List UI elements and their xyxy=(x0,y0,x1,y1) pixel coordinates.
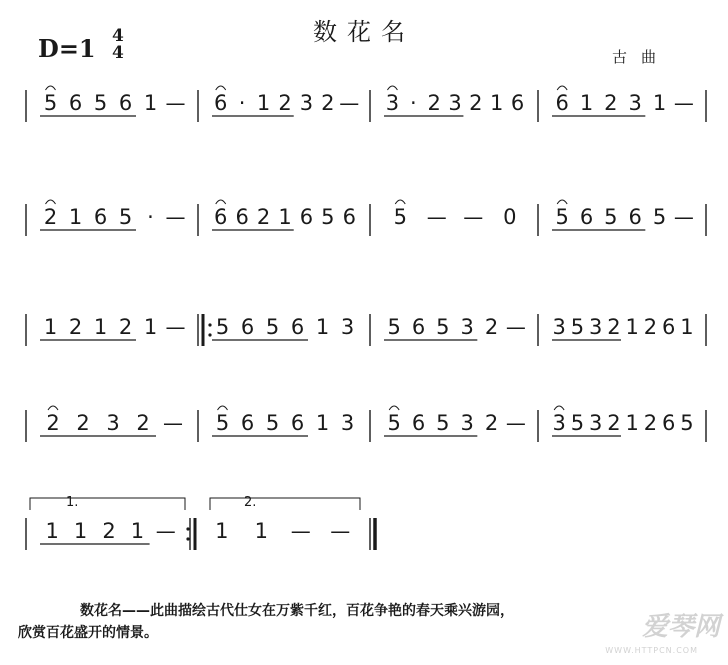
volta-bracket-1 xyxy=(30,498,185,510)
description-line-1: 数花名——此曲描绘古代仕女在万紫千红，百花争艳的春天乘兴游园， xyxy=(80,603,514,619)
note-digit: 3 xyxy=(340,411,355,435)
note-digit: 1 xyxy=(256,91,271,115)
dash-mark: — xyxy=(463,205,484,229)
note-digit: 6 xyxy=(240,315,255,339)
time-signature-top: 4 xyxy=(112,26,124,46)
note-digit: 1 xyxy=(143,91,158,115)
note-digit: 2 xyxy=(643,411,658,435)
note-digit: 1 xyxy=(254,519,268,543)
dash-mark: — xyxy=(165,315,186,339)
note-digit: 3 xyxy=(552,411,566,435)
note-digit: 1 xyxy=(215,519,229,543)
dash-mark: — xyxy=(155,519,176,543)
repeat-dot xyxy=(208,333,211,336)
note-digit: 2 xyxy=(469,91,483,115)
note-digit: 6 xyxy=(510,91,525,115)
note-digit: 5 xyxy=(387,315,401,339)
note-digit: 3 xyxy=(106,411,120,435)
note-digit: 6 xyxy=(411,315,426,339)
note-digit: 5 xyxy=(555,205,569,229)
note-digit: 6 xyxy=(118,91,133,115)
volta-label-1: 1. xyxy=(66,495,79,510)
note-digit: 2 xyxy=(643,315,658,339)
note-digit: 1 xyxy=(130,519,145,543)
note-digit: 2 xyxy=(256,205,271,229)
note-digit: 2 xyxy=(607,315,621,339)
dash-mark: — xyxy=(165,91,186,115)
note-digit: 2 xyxy=(604,91,618,115)
note-digit: 5 xyxy=(393,205,407,229)
dash-mark: — xyxy=(330,519,351,543)
dash-mark: — xyxy=(426,205,447,229)
note-digit: 6 xyxy=(68,91,83,115)
note-digit: 2 xyxy=(46,411,60,435)
note-digit: · xyxy=(238,91,246,115)
note-digit: 6 xyxy=(555,91,569,115)
ornament-mark xyxy=(218,406,228,410)
note-digit: 2 xyxy=(43,205,58,229)
note-digit: 5 xyxy=(570,315,585,339)
time-signature-bottom: 4 xyxy=(112,43,124,63)
note-digit: 6 xyxy=(661,315,676,339)
ornament-mark xyxy=(554,406,564,410)
note-digit: 5 xyxy=(265,315,280,339)
note-digit: 5 xyxy=(652,205,667,229)
ornament-mark xyxy=(46,200,56,204)
note-digit: · xyxy=(409,91,417,115)
ornament-mark xyxy=(46,86,56,90)
ornament-mark xyxy=(387,86,397,90)
note-digit: 3 xyxy=(385,91,400,115)
note-digit: 6 xyxy=(411,411,426,435)
note-digit: 3 xyxy=(299,91,314,115)
note-digit: 2 xyxy=(278,91,292,115)
dash-mark: — xyxy=(505,315,526,339)
note-digit: 1 xyxy=(143,315,158,339)
note-digit: 2 xyxy=(484,411,499,435)
watermark-url: WWW.HTTPCN.COM xyxy=(605,646,698,655)
watermark-logo: 爱琴网 xyxy=(641,612,720,642)
note-digit: 1 xyxy=(315,315,330,339)
note-digit: 2 xyxy=(321,91,335,115)
description-line-2: 欣赏百花盛开的情景。 xyxy=(18,625,158,641)
note-digit: 5 xyxy=(321,205,335,229)
dash-mark: — xyxy=(339,91,360,115)
note-digit: 3 xyxy=(340,315,355,339)
note-digit: 1 xyxy=(68,205,83,229)
ornament-mark xyxy=(389,406,399,410)
note-digit: 6 xyxy=(290,411,305,435)
ornament-mark xyxy=(216,86,226,90)
dash-mark: — xyxy=(290,519,311,543)
note-digit: 6 xyxy=(235,205,249,229)
note-digit: 1 xyxy=(625,315,639,339)
note-digit: 1 xyxy=(43,315,58,339)
note-digit: 1 xyxy=(45,519,59,543)
note-digit: 3 xyxy=(460,411,474,435)
note-digit: 5 xyxy=(93,91,108,115)
note-digit: 3 xyxy=(448,91,462,115)
repeat-dot xyxy=(186,537,189,540)
note-digit: 5 xyxy=(215,315,230,339)
dash-mark: — xyxy=(673,91,694,115)
ornament-mark xyxy=(48,406,58,410)
note-digit: 5 xyxy=(118,205,133,229)
note-digit: 2 xyxy=(76,411,90,435)
note-digit: 1 xyxy=(680,315,694,339)
note-digit: 6 xyxy=(240,411,255,435)
note-digit: 6 xyxy=(214,91,228,115)
note-digit: 3 xyxy=(628,91,642,115)
note-digit: 3 xyxy=(552,315,566,339)
note-digit: 2 xyxy=(484,315,499,339)
note-digit: 5 xyxy=(43,91,58,115)
note-digit: 1 xyxy=(278,205,292,229)
genre-label: 古曲 xyxy=(612,48,671,66)
note-digit: 1 xyxy=(93,315,108,339)
key-signature: D=1 xyxy=(38,34,96,63)
note-digit: 5 xyxy=(436,315,450,339)
note-digit: 5 xyxy=(680,411,694,435)
dash-mark: — xyxy=(165,205,186,229)
repeat-dot xyxy=(186,527,189,530)
note-digit: 2 xyxy=(102,519,116,543)
note-digit: 2 xyxy=(427,91,441,115)
volta-bracket-2 xyxy=(210,498,360,510)
description-text xyxy=(18,600,700,644)
ornament-mark xyxy=(216,200,226,204)
ornament-mark xyxy=(557,200,567,204)
note-digit: 1 xyxy=(625,411,639,435)
note-digit: 5 xyxy=(387,411,401,435)
ornament-mark xyxy=(557,86,567,90)
score-title: 数花名 xyxy=(313,18,415,46)
note-digit: 2 xyxy=(136,411,150,435)
note-digit: 6 xyxy=(290,315,305,339)
note-digit: 5 xyxy=(604,205,618,229)
note-digit: 1 xyxy=(579,91,594,115)
note-digit: 3 xyxy=(588,315,603,339)
note-digit: 2 xyxy=(118,315,133,339)
note-digit: 0 xyxy=(503,205,517,229)
note-digit: 2 xyxy=(607,411,621,435)
volta-label-2: 2. xyxy=(244,495,257,510)
note-digit: 3 xyxy=(460,315,474,339)
note-digit: 6 xyxy=(661,411,676,435)
note-digit: 1 xyxy=(652,91,667,115)
note-digit: 6 xyxy=(579,205,594,229)
dash-mark: — xyxy=(505,411,526,435)
note-digit: 3 xyxy=(588,411,603,435)
note-digit: 2 xyxy=(68,315,83,339)
note-digit: 6 xyxy=(214,205,228,229)
dash-mark: — xyxy=(163,411,183,435)
note-digit: 6 xyxy=(299,205,314,229)
note-digit: 6 xyxy=(628,205,642,229)
note-digit: 1 xyxy=(490,91,504,115)
dash-mark: — xyxy=(673,205,694,229)
note-digit: 1 xyxy=(73,519,88,543)
note-digit: 6 xyxy=(93,205,108,229)
note-digit: 1 xyxy=(315,411,330,435)
note-digit: 5 xyxy=(570,411,585,435)
note-digit: · xyxy=(147,205,154,229)
note-digit: 6 xyxy=(342,205,356,229)
repeat-dot xyxy=(208,323,211,326)
note-digit: 5 xyxy=(436,411,450,435)
note-digit: 5 xyxy=(265,411,280,435)
ornament-mark xyxy=(395,200,405,204)
note-digit: 5 xyxy=(215,411,230,435)
